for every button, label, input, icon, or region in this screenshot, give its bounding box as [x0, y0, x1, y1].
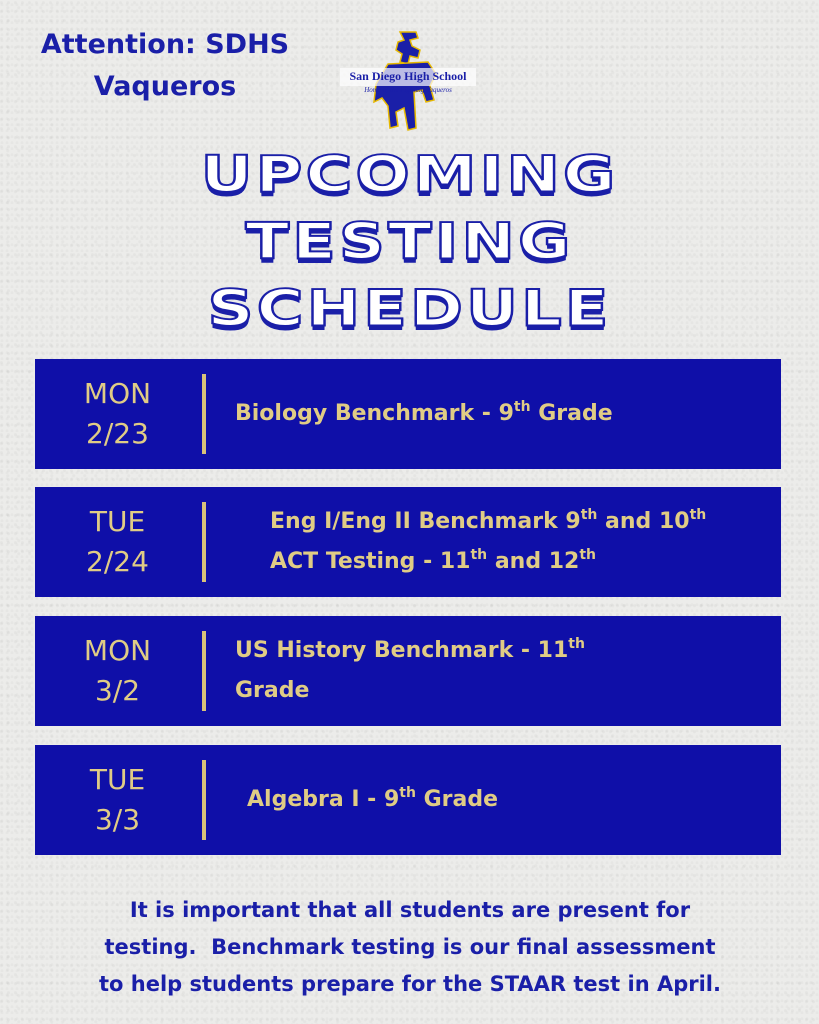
logo-school-name: San Diego High School: [349, 69, 467, 83]
row-divider: [202, 374, 206, 454]
description-line: Algebra I - 9th Grade: [247, 785, 499, 812]
attention-line-1: Attention: SDHS: [40, 29, 290, 60]
schedule-date: [35, 745, 200, 855]
title-line-3: SCHEDULE: [207, 280, 612, 338]
footer-line-2: testing. Benchmark testing is our final assessment: [104, 935, 716, 959]
row-divider: [202, 631, 206, 711]
attention-heading: [20, 24, 310, 108]
schedule-description: [247, 745, 777, 855]
schedule-row: [35, 487, 781, 597]
description-line: ACT Testing - 11th and 12th: [270, 547, 597, 574]
schedule-date-value: 3/3: [94, 803, 141, 836]
schedule-date: [35, 616, 200, 726]
footer-line-1: It is important that all students are present for: [129, 898, 691, 922]
schedule-row: [35, 616, 781, 726]
schedule-day: MON: [83, 634, 152, 667]
schedule-description: [270, 487, 775, 597]
row-divider: [202, 502, 206, 582]
school-logo: [338, 28, 478, 140]
schedule-date-value: 3/2: [94, 674, 141, 707]
footer-line-3: to help students prepare for the STAAR test in April.: [98, 972, 721, 996]
schedule-date-value: 2/23: [86, 417, 149, 450]
schedule-row: [35, 745, 781, 855]
schedule-day: TUE: [89, 763, 146, 796]
schedule-description: [235, 616, 765, 726]
schedule-day: TUE: [89, 505, 146, 538]
row-divider: [202, 760, 206, 840]
description-line: Biology Benchmark - 9th Grade: [235, 399, 613, 426]
title-line-2: TESTING: [245, 213, 574, 271]
description-line: Grade: [235, 678, 310, 703]
schedule-description: [235, 359, 765, 469]
schedule-date: [35, 359, 200, 469]
schedule-date: [35, 487, 200, 597]
title-line-1: UPCOMING: [200, 146, 619, 204]
description-line: Eng I/Eng II Benchmark 9th and 10th: [270, 507, 707, 534]
attention-line-2: Vaqueros: [93, 71, 237, 102]
logo-tagline: Home of the Fighting Vaqueros: [364, 86, 452, 94]
description-line: US History Benchmark - 11th: [235, 636, 585, 663]
schedule-row: [35, 359, 781, 469]
schedule-day: MON: [83, 377, 152, 410]
footer-notice: [40, 892, 780, 1003]
schedule-date-value: 2/24: [86, 545, 149, 578]
cowboy-horse-icon: [338, 28, 478, 140]
